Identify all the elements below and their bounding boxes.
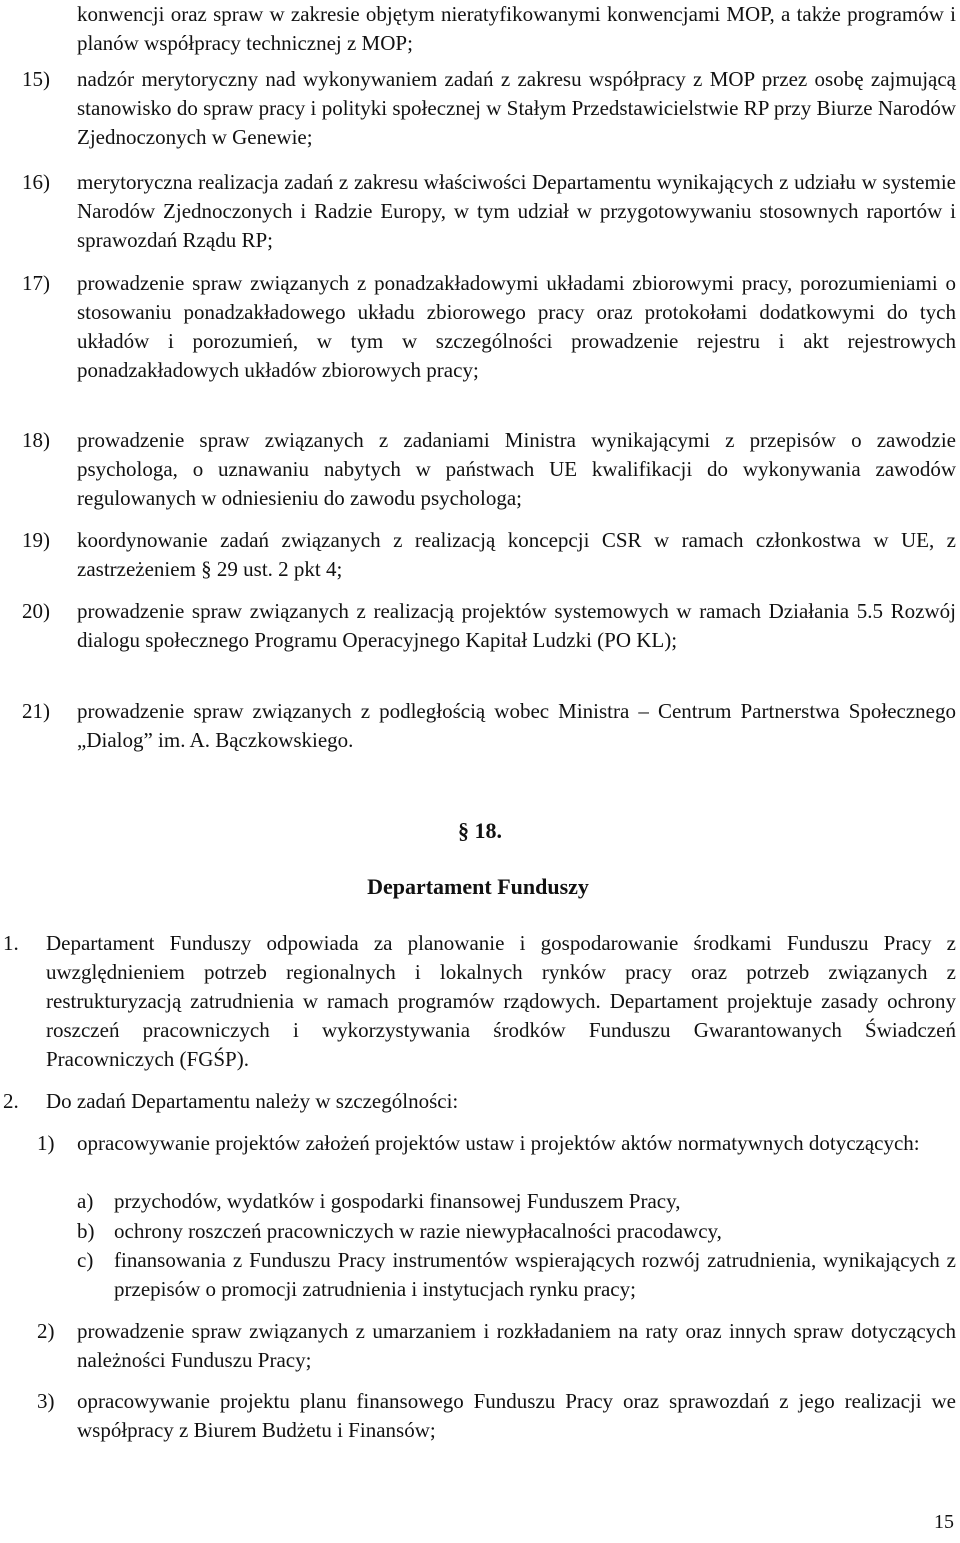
section-title: Departament Funduszy <box>367 874 589 899</box>
list-item-text: merytoryczna realizacja zadań z zakresu właściwości Departamentu wynikających z udziału w systemie Narodów Zjednoczonych i Radzie Europy, w tym udział w przygotowywaniu stosownych raportów i sprawozdań Rządu RP; <box>77 170 956 252</box>
list-item-text: koordynowanie zadań związanych z realizacją koncepcji CSR w ramach członkostwa w UE, z zastrzeżeniem § 29 ust. 2 pkt 4; <box>77 528 956 581</box>
list-item-16 <box>22 168 956 255</box>
task-item-2 <box>37 1317 956 1375</box>
letter-text: ochrony roszczeń pracowniczych w razie niewypłacalności pracodawcy, <box>114 1219 722 1243</box>
task-text: opracowywanie projektów założeń projektów ustaw i projektów aktów normatywnych dotyczących: <box>77 1131 920 1155</box>
list-item-text: prowadzenie spraw związanych z zadaniami Ministra wynikającymi z przepisów o zawodzie psychologa, o uznawaniu nabytych w państwach UE kwalifikacji do wykonywania zawodów regulowanych w odniesieniu do zawodu psychologa; <box>77 428 956 510</box>
list-item-number: 15) <box>22 67 50 91</box>
task-number: 1) <box>37 1131 55 1155</box>
task-text: prowadzenie spraw związanych z umarzaniem i rozkładaniem na raty oraz innych spraw dotyczących należności Funduszu Pracy; <box>77 1319 956 1372</box>
task-item-1 <box>37 1129 956 1158</box>
paragraph-number: 1. <box>3 931 19 955</box>
list-item-number: 18) <box>22 428 50 452</box>
list-item-15 <box>22 65 956 152</box>
paragraph-1 <box>3 929 956 1074</box>
list-item-number: 19) <box>22 528 50 552</box>
letter-marker: c) <box>77 1248 94 1272</box>
task-text: opracowywanie projektu planu finansowego Funduszu Pracy oraz sprawozdań z jego realizacji we współpracy z Biurem Budżetu i Finansów; <box>77 1389 956 1442</box>
letter-marker: b) <box>77 1219 95 1243</box>
task-letter-a <box>77 1187 956 1216</box>
list-item-number: 17) <box>22 271 50 295</box>
list-item-17 <box>22 269 956 385</box>
task-letter-c <box>77 1246 956 1304</box>
paragraph-text: Departament Funduszy odpowiada za planowanie i gospodarowanie środkami Funduszu Pracy z uwzględnieniem potrzeb regionalnych i lokalnych rynków pracy oraz potrzeb związanych z restrukturyzacją zatrudnienia w ramach programów rządowych. Departament projektuje zasady ochrony roszczeń pracowniczych i wykorzystywania środków Funduszu Gwarantowanych Świadczeń Pracowniczych (FGŚP). <box>46 931 956 1071</box>
list-item-text: prowadzenie spraw związanych z ponadzakładowymi układami zbiorowymi pracy, porozumieniami o stosowaniu ponadzakładowego układu zbiorowego pracy oraz protokołami dodatkowymi do tych układów i porozumień, w tym w szczególności prowadzenie rejestru i akt rejestrowych ponadzakładowych układów zbiorowych pracy; <box>77 271 956 382</box>
letter-marker: a) <box>77 1189 94 1213</box>
list-item-number: 20) <box>22 599 50 623</box>
list-item-number: 16) <box>22 170 50 194</box>
list-item-18 <box>22 426 956 513</box>
task-item-3 <box>37 1387 956 1445</box>
continuation-text: konwencji oraz spraw w zakresie objętym nieratyfikowanymi konwencjami MOP, a także programów i planów współpracy technicznej z MOP; <box>77 2 956 55</box>
list-item-text: prowadzenie spraw związanych z podległością wobec Ministra – Centrum Partnerstwa Społecznego „Dialog” im. A. Bączkowskiego. <box>77 699 956 752</box>
list-item-text: nadzór merytoryczny nad wykonywaniem zadań z zakresu współpracy z MOP przez osobę zajmującą stanowisko do spraw pracy i polityki społecznej w Stałym Przedstawicielstwie RP przy Biurze Narodów Zjednoczonych w Genewie; <box>77 67 956 149</box>
list-item-21 <box>22 697 956 755</box>
paragraph-2 <box>3 1087 956 1116</box>
page-number: 15 <box>934 1511 954 1533</box>
paragraph-text: Do zadań Departamentu należy w szczególności: <box>46 1089 459 1113</box>
paragraph-number: 2. <box>3 1089 19 1113</box>
letter-text: finansowania z Funduszu Pracy instrumentów wspierających rozwój zatrudnienia, wynikających z przepisów o promocji zatrudnienia i instytucjach rynku pracy; <box>114 1248 956 1301</box>
list-item-number: 21) <box>22 699 50 723</box>
task-letter-b <box>77 1217 956 1246</box>
task-number: 3) <box>37 1389 55 1413</box>
task-number: 2) <box>37 1319 55 1343</box>
list-item-20 <box>22 597 956 655</box>
letter-text: przychodów, wydatków i gospodarki finansowej Funduszem Pracy, <box>114 1189 681 1213</box>
list-item-19 <box>22 526 956 584</box>
list-item-text: prowadzenie spraw związanych z realizacją projektów systemowych w ramach Działania 5.5 Rozwój dialogu społecznego Programu Operacyjnego Kapitał Ludzki (PO KL); <box>77 599 956 652</box>
section-number: § 18. <box>458 818 502 843</box>
